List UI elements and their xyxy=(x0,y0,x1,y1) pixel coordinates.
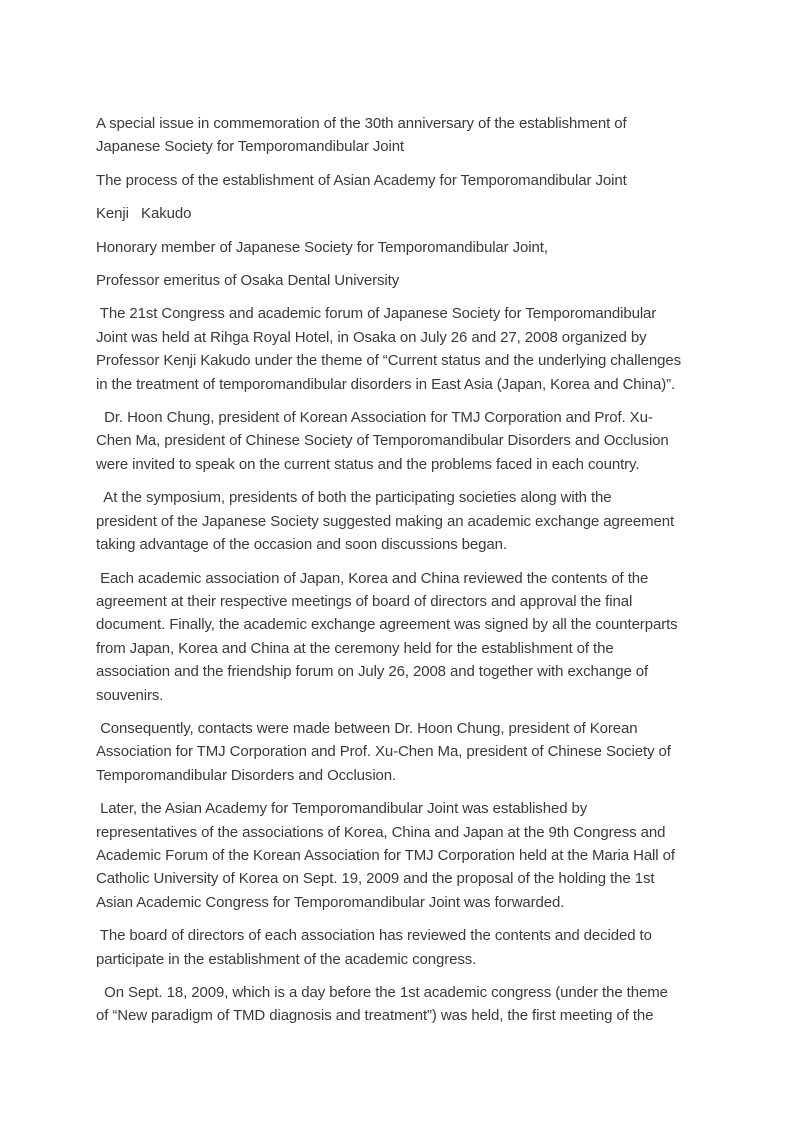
body-line: of “New paradigm of TMD diagnosis and treatment”) was held, the first meeting of the xyxy=(96,1007,654,1025)
body-line: agreement at their respective meetings of board of directors and approval the final xyxy=(96,592,633,610)
body-line: representatives of the associations of Korea, China and Japan at the 9th Congress and xyxy=(96,823,666,841)
body-line: The board of directors of each association has reviewed the contents and decided to xyxy=(96,927,652,945)
body-paragraph xyxy=(96,924,730,971)
body-line: Chen Ma, president of Chinese Society of Temporomandibular Disorders and Occlusion xyxy=(96,432,669,450)
affiliation-line: Professor emeritus of Osaka Dental University xyxy=(96,272,400,290)
body-line: from Japan, Korea and China at the ceremony held for the establishment of the xyxy=(96,639,614,657)
body-line: On Sept. 18, 2009, which is a day before the 1st academic congress (under the theme xyxy=(96,984,668,1001)
body-paragraph xyxy=(96,717,730,787)
body-line: Association for TMJ Corporation and Prof. Xu-Chen Ma, president of Chinese Society of xyxy=(96,743,671,761)
subtitle-line: The process of the establishment of Asian Academy for Temporomandibular Joint xyxy=(96,171,627,189)
body-line: were invited to speak on the current status and the problems faced in each country. xyxy=(96,455,640,473)
body-paragraph xyxy=(96,981,730,1028)
body-line: in the treatment of temporomandibular disorders in East Asia (Japan, Korea and China)”. xyxy=(96,375,676,393)
body-line: Academic Forum of the Korean Association for TMJ Corporation held at the Maria Hall of xyxy=(96,846,675,864)
body-paragraph xyxy=(96,406,730,476)
body-line: association and the friendship forum on July 26, 2008 and together with exchange of xyxy=(96,663,649,681)
affiliation-line: Honorary member of Japanese Society for Temporomandibular Joint, xyxy=(96,238,548,256)
author-title-paragraph xyxy=(96,269,730,292)
author-name: Kenji Kakudo xyxy=(96,205,192,223)
body-line: Later, the Asian Academy for Temporomandibular Joint was established by xyxy=(96,800,588,818)
body-line: The 21st Congress and academic forum of Japanese Society for Temporomandibular xyxy=(96,305,657,323)
title-line: Japanese Society for Temporomandibular Joint xyxy=(96,138,405,156)
title-paragraph xyxy=(96,112,730,159)
body-paragraph xyxy=(96,797,730,914)
body-line: president of the Japanese Society suggested making an academic exchange agreement xyxy=(96,512,675,530)
body-paragraph xyxy=(96,302,730,396)
body-line: Consequently, contacts were made between Dr. Hoon Chung, president of Korean xyxy=(96,719,638,737)
body-line: souvenirs. xyxy=(96,686,164,704)
author-affiliation-paragraph xyxy=(96,236,730,259)
body-line: Each academic association of Japan, Korea and China reviewed the contents of the xyxy=(96,569,649,587)
body-line: Dr. Hoon Chung, president of Korean Association for TMJ Corporation and Prof. Xu- xyxy=(96,409,653,427)
body-line: taking advantage of the occasion and soon discussions began. xyxy=(96,536,507,554)
body-line: Catholic University of Korea on Sept. 19, 2009 and the proposal of the holding the 1st xyxy=(96,870,655,888)
body-paragraph xyxy=(96,567,730,707)
body-line: Temporomandibular Disorders and Occlusion. xyxy=(96,766,397,784)
body-line: Joint was held at Rihga Royal Hotel, in Osaka on July 26 and 27, 2008 organized by xyxy=(96,328,647,346)
subtitle-paragraph xyxy=(96,169,730,192)
body-line: Professor Kenji Kakudo under the theme of “Current status and the underlying challenges xyxy=(96,352,681,370)
body-paragraph xyxy=(96,486,730,556)
body-line: participate in the establishment of the academic congress. xyxy=(96,950,477,968)
body-line: At the symposium, presidents of both the participating societies along with the xyxy=(96,489,612,507)
title-line: A special issue in commemoration of the 30th anniversary of the establishment of xyxy=(96,115,627,132)
body-line: Asian Academic Congress for Temporomandibular Joint was forwarded. xyxy=(96,893,565,911)
body-line: document. Finally, the academic exchange agreement was signed by all the counterparts xyxy=(96,616,678,634)
author-paragraph xyxy=(96,202,730,225)
